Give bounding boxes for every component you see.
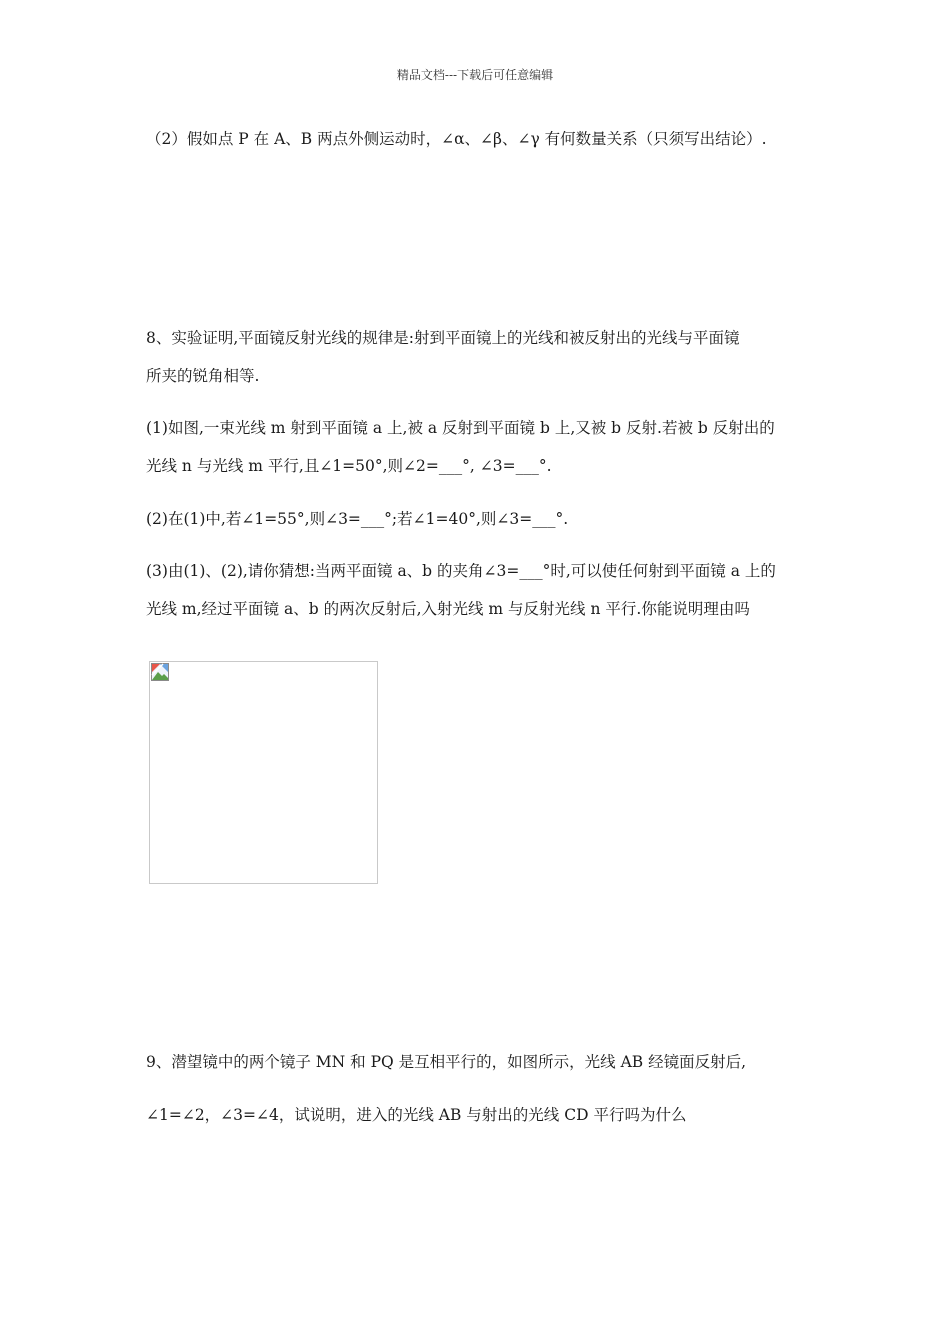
q8-intro-line2: 所夹的锐角相等. (146, 367, 260, 385)
q8-part1-line2: 光线 n 与光线 m 平行,且∠1=50°,则∠2=___°, ∠3=___°. (146, 457, 552, 475)
q8-figure-placeholder (149, 661, 378, 884)
q8-part2-text: (2)在(1)中,若∠1=55°,则∠3=___°;若∠1=40°,则∠3=___°. (146, 510, 569, 528)
page-header: 精品文档---下载后可任意编辑 (396, 68, 554, 82)
broken-image-icon (151, 663, 169, 681)
q8-part3-line2: 光线 m,经过平面镜 a、b 的两次反射后,入射光线 m 与反射光线 n 平行.你能说明理由吗 (146, 600, 750, 618)
q8-intro-line1: 8、实验证明,平面镜反射光线的规律是:射到平面镜上的光线和被反射出的光线与平面镜 (146, 329, 740, 347)
q8-part3-line1: (3)由(1)、(2),请你猜想:当两平面镜 a、b 的夹角∠3=___°时,可以使任何射到平面镜 a 上的 (146, 562, 776, 580)
q9-line2: ∠1=∠2，∠3=∠4，试说明，进入的光线 AB 与射出的光线 CD 平行吗为什么 (146, 1106, 687, 1124)
q9-line1: 9、潜望镜中的两个镜子 MN 和 PQ 是互相平行的，如图所示，光线 AB 经镜面反射后, (146, 1053, 747, 1071)
q8-part1-line1: (1)如图,一束光线 m 射到平面镜 a 上,被 a 反射到平面镜 b 上,又被 b 反射.若被 b 反射出的 (146, 419, 775, 437)
q7-part2-text: （2）假如点 P 在 A、B 两点外侧运动时，∠α、∠β、∠γ 有何数量关系（只须写出结论）. (146, 130, 767, 148)
